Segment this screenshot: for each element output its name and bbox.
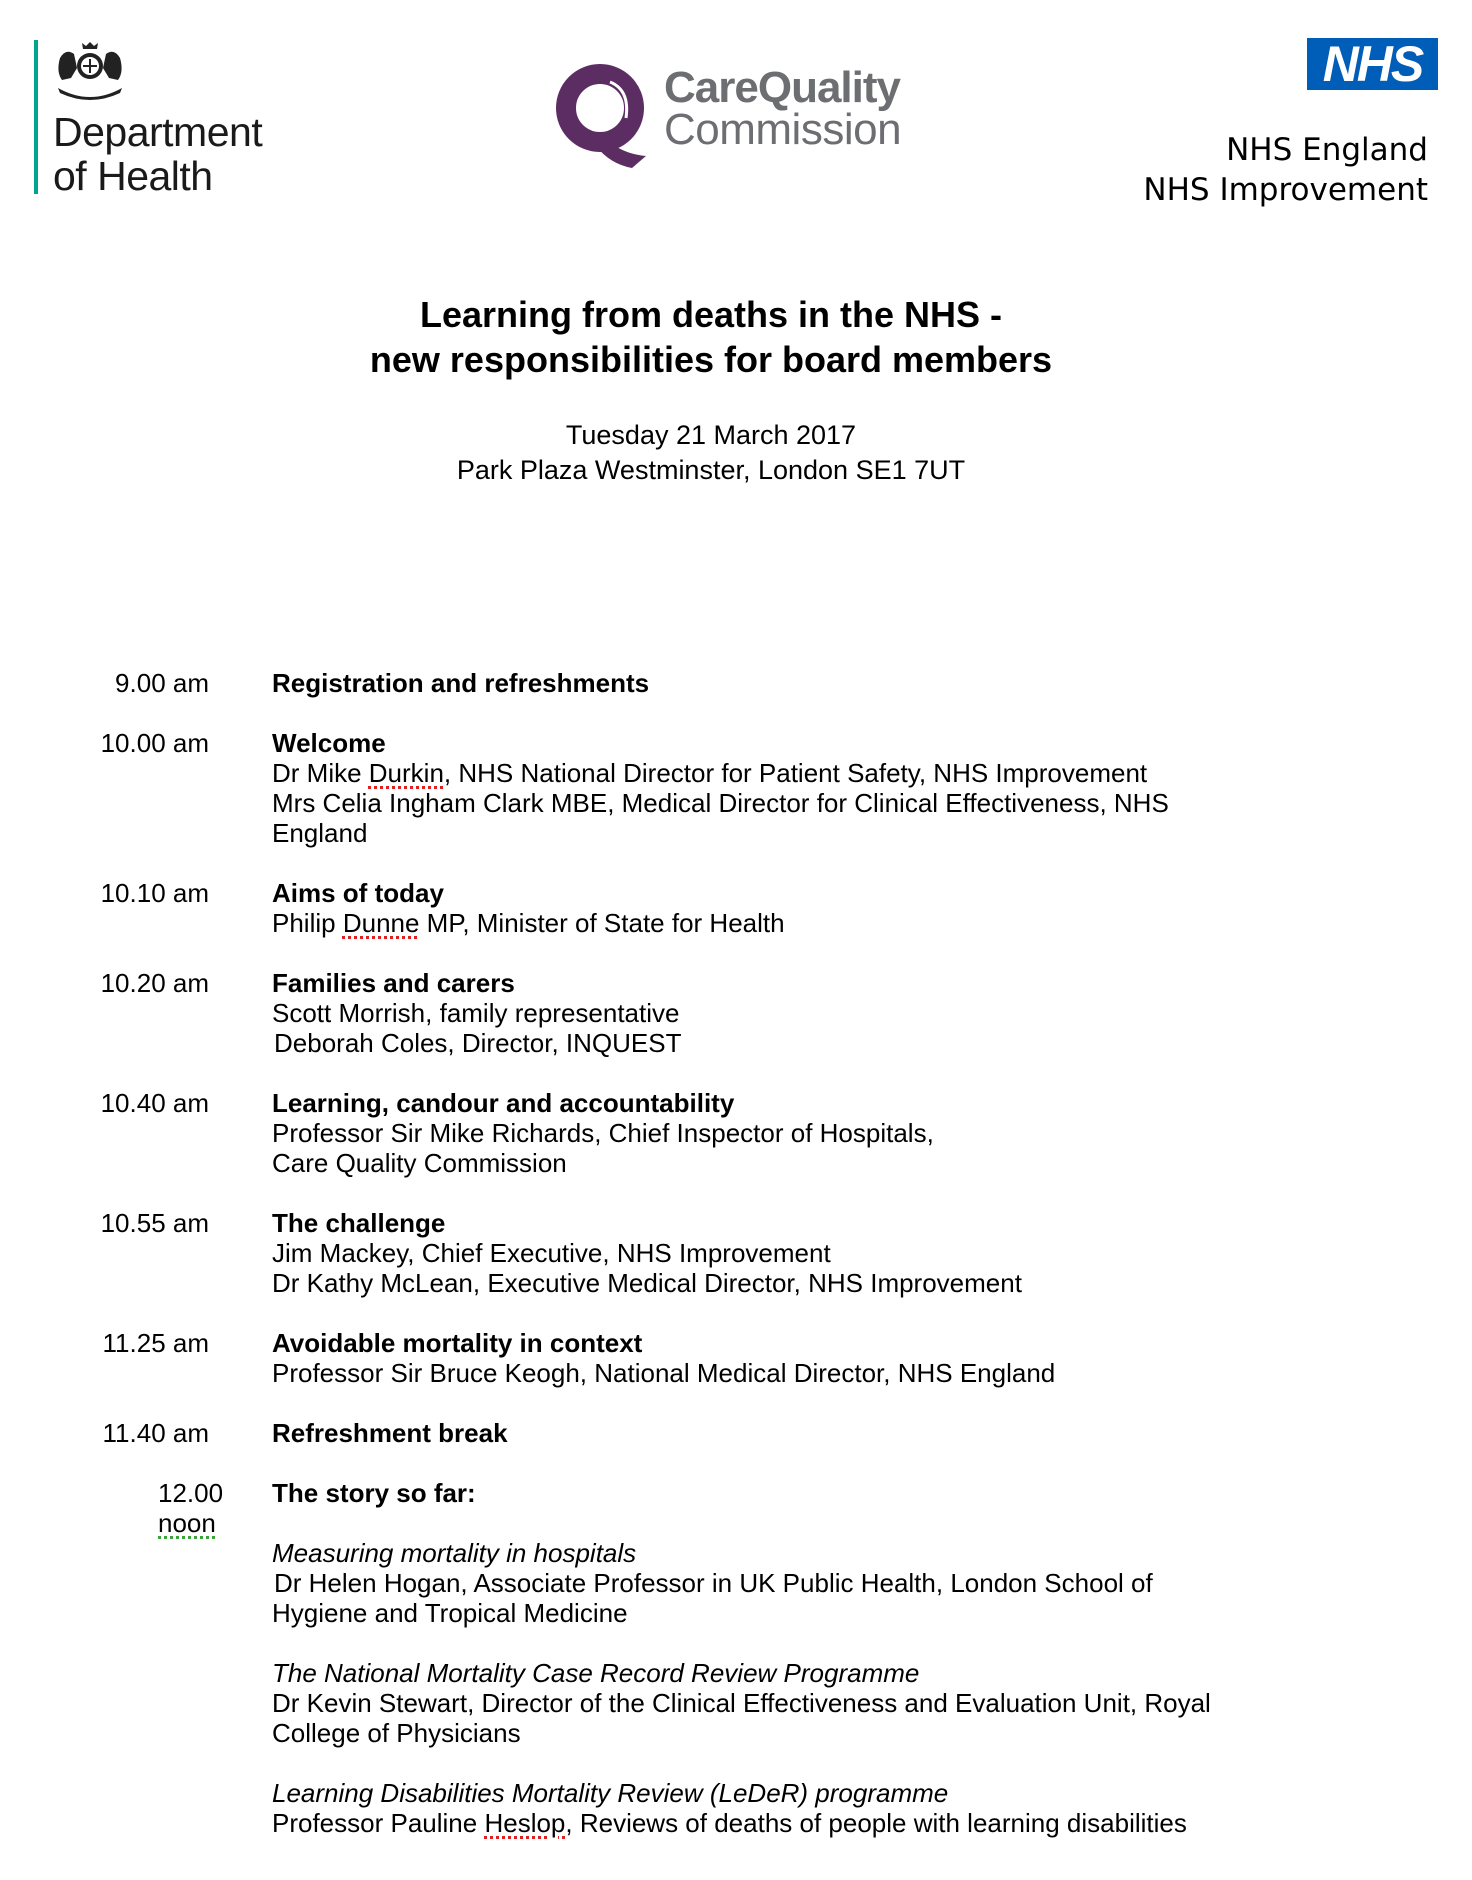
speaker-text: , Reviews of deaths of people with learning disabilities [565,1808,1187,1838]
agenda-time: 11.25 am [102,1328,209,1358]
agenda-time: 10.40 am [100,1088,209,1118]
speaker-line [272,758,1352,788]
agenda-item [0,1088,1472,1178]
speaker-line: England [272,818,368,848]
agenda-item [0,968,1472,1058]
speaker-text: Professor Pauline [272,1808,485,1838]
speaker-line: Professor Sir Mike Richards, Chief Inspector of Hospitals, [272,1118,934,1148]
agenda-item [0,1418,1472,1448]
speaker-line: Dr Kevin Stewart, Director of the Clinical Effectiveness and Evaluation Unit, Royal [272,1688,1211,1718]
cqc-logo-text [664,63,902,154]
speaker-line: Dr Helen Hogan, Associate Professor in UK Public Health, London School of [274,1568,1153,1598]
event-date: Tuesday 21 March 2017 [565,420,857,450]
event-venue: Park Plaza Westminster, London SE1 7UT [456,455,966,485]
agenda-item [0,728,1472,848]
speaker-line: Care Quality Commission [272,1148,567,1178]
nhs-improvement-label: NHS Improvement [1143,172,1428,208]
speaker-text: Philip [272,908,343,938]
agenda-time: 10.55 am [100,1208,209,1238]
agenda-item [0,1208,1472,1298]
spellcheck-flag: Heslop [484,1808,566,1838]
agenda-time: 11.40 am [102,1418,209,1448]
nhs-logo: NHS [1307,38,1438,90]
session-title: Learning, candour and accountability [272,1088,735,1118]
spellcheck-flag: Dunne [342,908,420,938]
subsession-title: Measuring mortality in hospitals [272,1538,637,1568]
event-info [0,418,1422,488]
subsession-title: Learning Disabilities Mortality Review (LeDeR) programme [272,1778,949,1808]
session-title: The challenge [272,1208,446,1238]
session-title: The story so far: [272,1478,476,1508]
session-title: Families and carers [272,968,515,998]
agenda-item [0,1328,1472,1388]
speaker-line: Jim Mackey, Chief Executive, NHS Improvement [272,1238,831,1268]
doh-line2: of Health [53,153,213,199]
speaker-text: Dr Mike [272,758,369,788]
agenda-time: 10.20 am [100,968,209,998]
agenda-item [0,668,1472,698]
page-title [0,292,1422,382]
grammar-flag: noon [158,1508,216,1538]
session-title: Aims of today [272,878,444,908]
nhs-england-label: NHS England [1226,132,1428,168]
doh-accent-bar [34,40,38,194]
agenda-item [0,1478,1472,1838]
agenda-item [0,878,1472,938]
subsession-title: The National Mortality Case Record Review Programme [272,1658,920,1688]
speaker-line [272,1808,1352,1838]
speaker-text: MP, Minister of State for Health [419,908,785,938]
agenda-time: 9.00 am [115,668,209,698]
cqc-line2: Commission [664,105,902,154]
title-line1: Learning from deaths in the NHS - [419,294,1003,335]
speaker-line: Scott Morrish, family representative [272,998,680,1028]
nhs-organisations [1143,130,1428,210]
cqc-line1: CareQuality [664,63,900,112]
speaker-line: Mrs Celia Ingham Clark MBE, Medical Director for Clinical Effectiveness, NHS [272,788,1169,818]
agenda [0,668,1472,1838]
speaker-line: Professor Sir Bruce Keogh, National Medical Director, NHS England [272,1358,1056,1388]
agenda-time: 10.10 am [100,878,209,908]
doh-logo-text [53,110,262,198]
title-line2: new responsibilities for board members [369,339,1053,380]
session-title: Refreshment break [272,1418,508,1448]
agenda-time [0,1478,272,1838]
spellcheck-flag: Durkin [368,758,444,788]
time-value: 12.00 [158,1478,224,1508]
speaker-line: College of Physicians [272,1718,521,1748]
doh-line1: Department [53,109,263,155]
session-title: Welcome [272,728,386,758]
session-title: Registration and refreshments [272,668,650,698]
speaker-text: , NHS National Director for Patient Safety, NHS Improvement [443,758,1148,788]
speaker-line: Deborah Coles, Director, INQUEST [274,1028,682,1058]
speaker-line: Hygiene and Tropical Medicine [272,1598,628,1628]
speaker-line [272,908,1352,938]
session-title: Avoidable mortality in context [272,1328,643,1358]
cqc-q-icon [550,60,654,172]
agenda-time: 10.00 am [100,728,209,758]
speaker-line: Dr Kathy McLean, Executive Medical Director, NHS Improvement [272,1268,1022,1298]
royal-crest-icon [52,40,128,102]
